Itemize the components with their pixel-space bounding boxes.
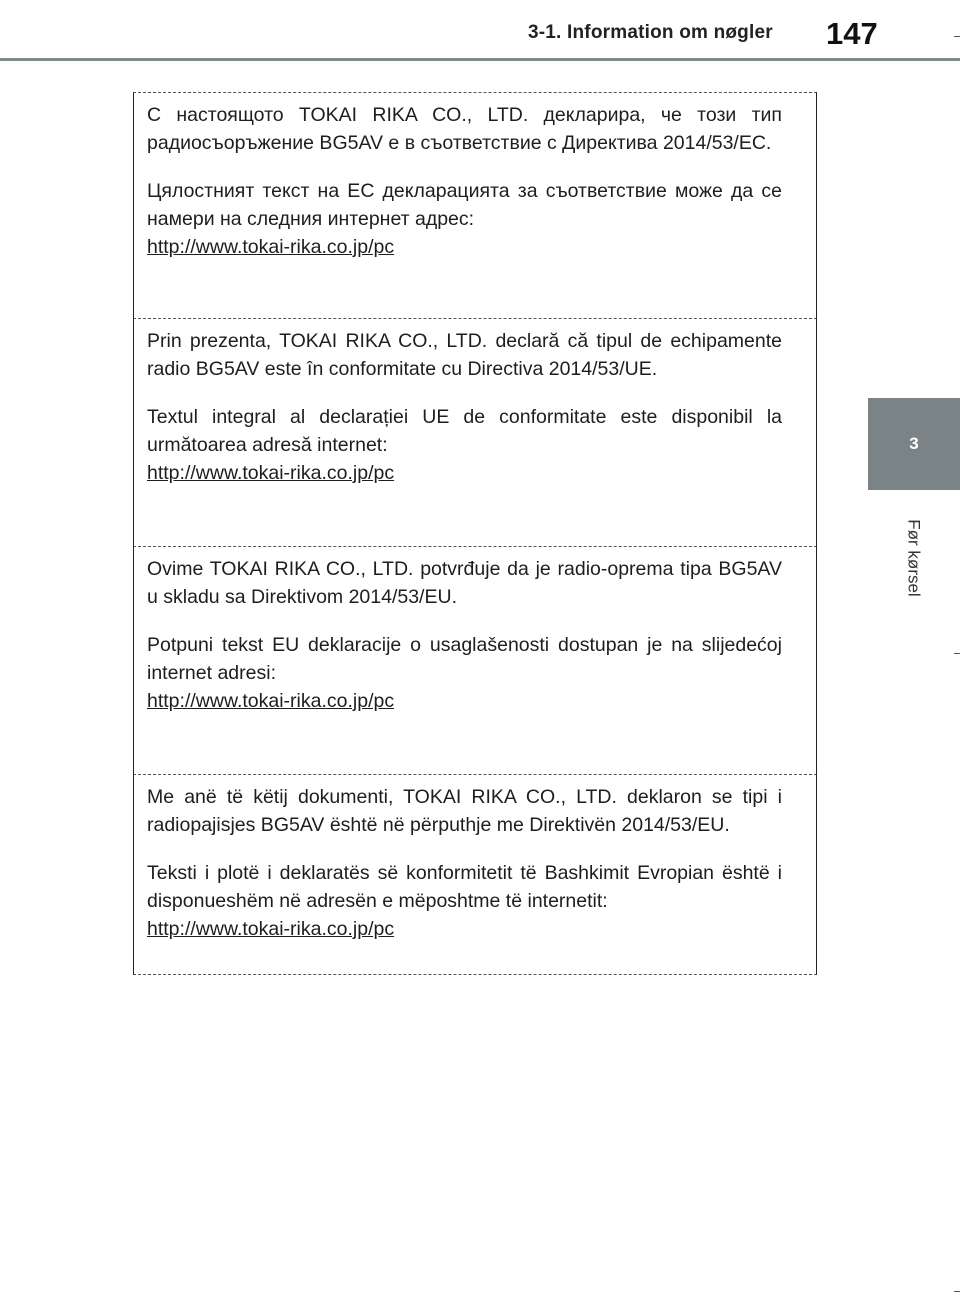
edge-tick [954,653,960,654]
declaration-statement: Prin prezenta, TOKAI RIKA CO., LTD. declară că tipul de echipamente radio BG5AV este în conformitate cu Directiva 2014/53/UE. [147,330,782,380]
page-number: 147 [826,16,878,51]
header-rule [0,58,960,61]
declaration-url-link[interactable]: http://www.tokai-rika.co.jp/pc [147,236,395,258]
declaration-romanian [133,318,817,546]
declaration-url-link[interactable]: http://www.tokai-rika.co.jp/pc [147,690,395,712]
chapter-tab[interactable] [868,398,960,490]
chapter-label-text: Før kørsel [905,519,924,597]
declaration-url-link[interactable]: http://www.tokai-rika.co.jp/pc [147,462,395,484]
declaration-bosnian [133,546,817,774]
declaration-statement: Ovime TOKAI RIKA CO., LTD. potvrđuje da je radio-oprema tipa BG5AV u skladu sa Direktivom 2014/53/EU. [147,558,782,608]
declaration-availability: Potpuni tekst EU deklaracije o usaglašenosti dostupan je na slijedećoj internet adresi: [147,634,782,684]
edge-tick [954,36,960,37]
declaration-availability: Цялостният текст на ЕС декларацията за съответствие може да се намери на следния интернет адрес: [147,180,782,230]
declaration-availability: Teksti i plotë i deklaratës së konformitetit të Bashkimit Evropian është i disponueshëm në adresën e mëposhtme të internetit: [147,862,782,912]
declarations-box [133,92,817,975]
section-title: 3-1. Information om nøgler [528,22,773,43]
chapter-label [868,498,960,618]
declaration-bulgarian [133,92,817,318]
declaration-statement: Me anë të këtij dokumenti, TOKAI RIKA CO., LTD. deklaron se tipi i radiopajisjes BG5AV është në përputhje me Direktivën 2014/53/EU. [147,786,782,836]
declaration-statement: С настоящото TOKAI RIKA CO., LTD. декларира, че този тип радиосъоръжение BG5AV е в съответствие с Директива 2014/53/ЕС. [147,104,782,154]
chapter-number: 3 [909,434,919,453]
declaration-url-link[interactable]: http://www.tokai-rika.co.jp/pc [147,918,395,940]
declaration-availability: Textul integral al declarației UE de conformitate este disponibil la următoarea adresă internet: [147,406,782,456]
edge-tick [954,1291,960,1292]
declaration-albanian [133,774,817,975]
